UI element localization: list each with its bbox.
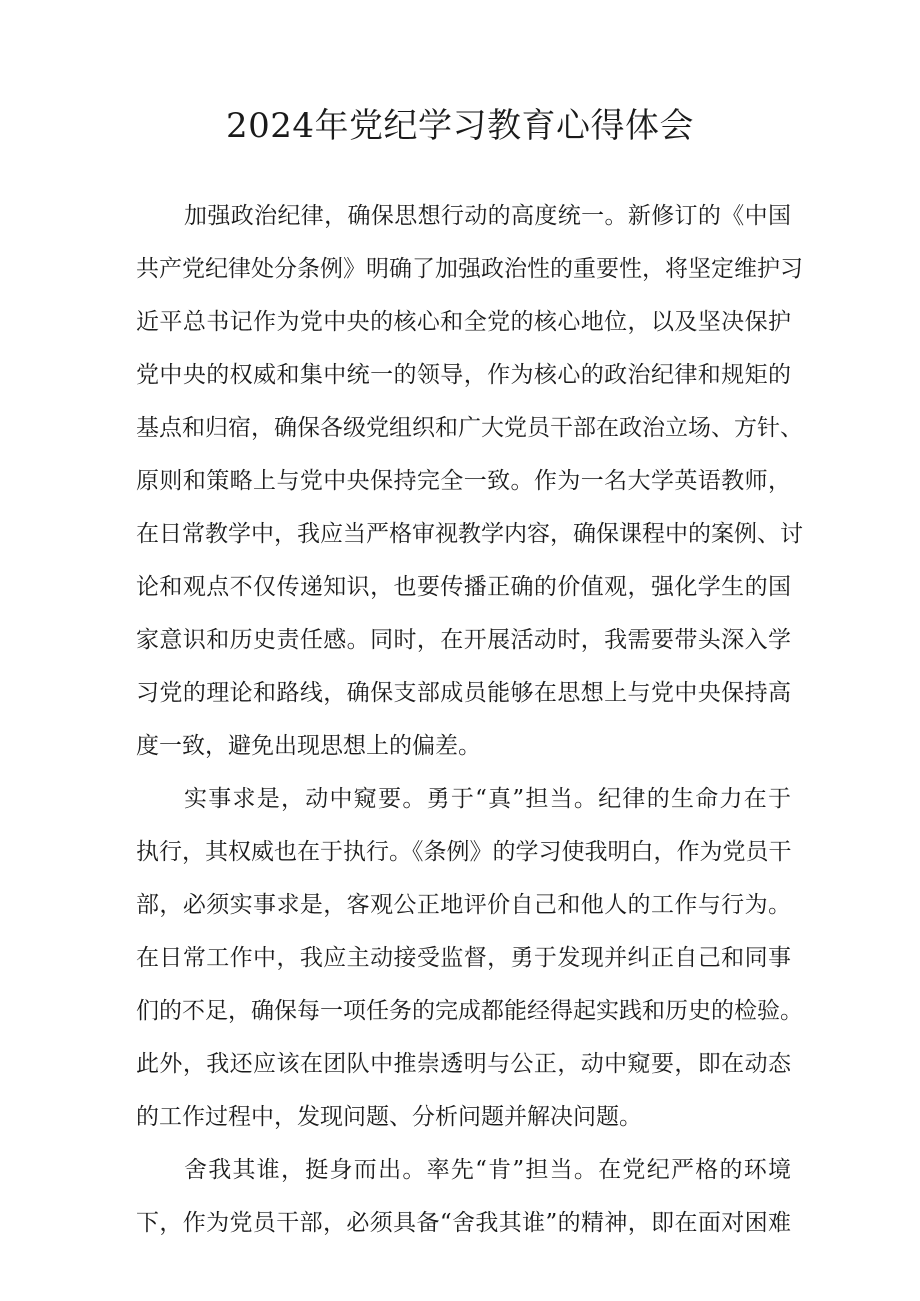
text-line: 加强政治纪律，确保思想行动的高度统一。新修订的《中国 [184, 203, 791, 229]
text-line: 执行，其权威也在于执行。《条例》的学习使我明白，作为党员干 [136, 839, 792, 865]
text-line: 实事求是，动中窥要。勇于“真”担当。纪律的生命力在于 [184, 786, 791, 812]
text-line: 舍我其谁，挺身而出。率先“肯”担当。在党纪严格的环境 [184, 1157, 791, 1183]
text-line: 论和观点不仅传递知识，也要传播正确的价值观，强化学生的国 [136, 574, 791, 600]
text-line: 原则和策略上与党中央保持完全一致。作为一名大学英语教师， [136, 468, 791, 494]
text-line: 此外，我还应该在团队中推崇透明与公正，动中窥要，即在动态 [136, 1051, 791, 1077]
text-line: 习党的理论和路线，确保支部成员能够在思想上与党中央保持高 [136, 680, 791, 706]
text-line: 党中央的权威和集中统一的领导，作为核心的政治纪律和规矩的 [136, 362, 791, 388]
text-line: 近平总书记作为党中央的核心和全党的核心地位，以及坚决保护 [136, 309, 791, 335]
text-line: 在日常工作中，我应主动接受监督，勇于发现并纠正自己和同事 [136, 945, 791, 971]
text-line: 度一致，避免出现思想上的偏差。 [136, 733, 481, 759]
text-line: 基点和归宿，确保各级党组织和广大党员干部在政治立场、方针、 [136, 415, 803, 441]
text-line: 在日常教学中，我应当严格审视教学内容，确保课程中的案例、讨 [136, 521, 803, 547]
text-line: 共产党纪律处分条例》明确了加强政治性的重要性，将坚定维护习 [136, 256, 803, 282]
page-title: 2024年党纪学习教育心得体会 [225, 106, 695, 146]
text-line: 们的不足，确保每一项任务的完成都能经得起实践和历史的检验。 [136, 998, 803, 1024]
text-line: 的工作过程中，发现问题、分析问题并解决问题。 [136, 1104, 642, 1130]
text-line: 下，作为党员干部，必须具备“舍我其谁”的精神，即在面对困难 [136, 1210, 791, 1236]
text-line: 部，必须实事求是，客观公正地评价自己和他人的工作与行为。 [136, 892, 791, 918]
text-line: 家意识和历史责任感。同时，在开展活动时，我需要带头深入学 [136, 627, 791, 653]
